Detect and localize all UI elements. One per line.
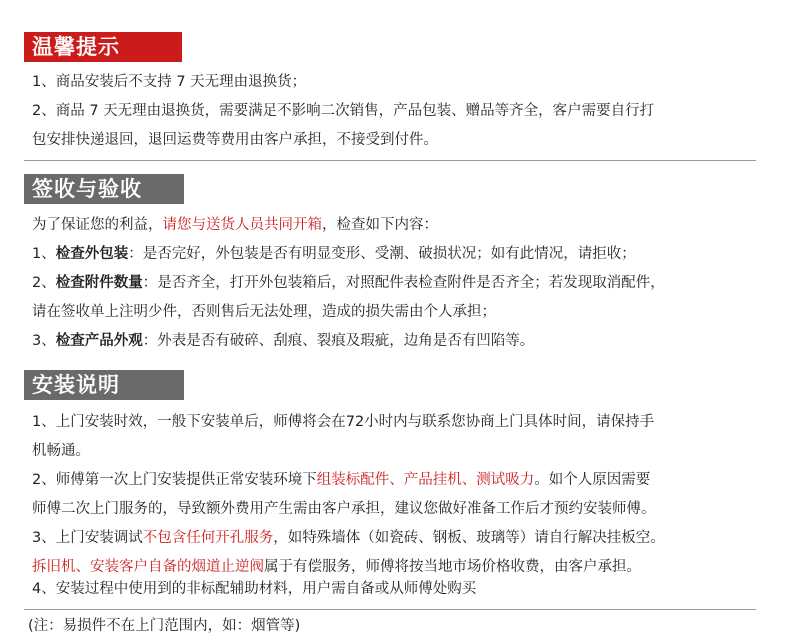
footnote: (注：易损件不在上门范围内，如：烟管等): [28, 618, 301, 634]
notice-item-2-line-2: 包安排快递退回，退回运费等费用由客户承担，不接受到付件。: [32, 132, 438, 148]
inspection-item-3-text: ：外表是否有破碎、刮痕、裂痕及瑕疵，边角是否有凹陷等。: [142, 333, 535, 349]
install-item-2-highlight: 组装标配件、产品挂机、测试吸力: [316, 472, 535, 488]
install-item-2-line-2: 师傅二次上门服务的，导致额外费用产生需由客户承担，建议您做好准备工作后才预约安装师傅。: [32, 501, 656, 517]
inspection-item-2-num: 2、: [32, 275, 56, 291]
inspection-item-1-bold: 检查外包装: [55, 246, 129, 262]
install-item-3-line-2-post: 属于有偿服务，师傅将按当地市场价格收费，由客户承担。: [264, 559, 641, 575]
inspection-item-3-bold: 检查产品外观: [55, 333, 143, 349]
inspection-item-1: [32, 240, 762, 269]
inspection-intro-highlight: 请您与送货人员共同开箱: [162, 217, 322, 233]
install-item-3-post: ，如特殊墙体（如瓷砖、钢板、玻璃等）请自行解决挂板空。: [273, 530, 665, 546]
inspection-title: 签收与验收: [24, 174, 184, 204]
install-item-4: 4、安装过程中使用到的非标配辅助材料，用户需自备或从师傅处购买: [32, 581, 477, 597]
inspection-item-1-text: ：是否完好，外包装是否有明显变形、受潮、破损状况；如有此情况，请拒收；: [128, 246, 636, 262]
install-item-1-line-1: 1、上门安装时效，一般下安装单后，师傅将会在72小时内与联系您协商上门具体时间，请保持手: [32, 414, 655, 430]
install-item-2-post: 。如个人原因需要: [534, 472, 651, 488]
install-title: 安装说明: [24, 370, 184, 400]
inspection-item-2-text: ：是否齐全，打开外包装箱后，对照配件表检查附件是否齐全；若发现取消配件，: [142, 275, 665, 291]
notice-item-1: 1、商品安装后不支持 7 天无理由退换货；: [32, 74, 307, 90]
notice-item-2-line-1: 2、商品 7 天无理由退换货，需要满足不影响二次销售，产品包装、赠品等齐全，客户需要自行打: [32, 103, 655, 119]
install-item-3: [32, 524, 762, 553]
install-item-3-line-2-highlight: 拆旧机、安装客户自备的烟道止逆阀: [32, 559, 264, 575]
inspection-intro-pre: 为了保证您的利益，: [32, 217, 163, 233]
install-item-3-pre: 3、上门安装调试: [32, 530, 143, 546]
inspection-item-2-bold: 检查附件数量: [55, 275, 143, 291]
inspection-item-1-num: 1、: [32, 246, 56, 262]
install-item-2: [32, 466, 762, 495]
install-item-1-line-2: 机畅通。: [32, 443, 90, 459]
notice-title: 温馨提示: [24, 32, 182, 62]
inspection-item-2: [32, 269, 762, 298]
inspection-item-2-line-2: 请在签收单上注明少件，否则售后无法处理，造成的损失需由个人承担；: [32, 304, 496, 320]
inspection-item-3: [32, 327, 762, 356]
install-item-2-pre: 2、师傅第一次上门安装提供正常安装环境下: [32, 472, 317, 488]
inspection-intro-post: ，检查如下内容：: [322, 217, 438, 233]
divider: [24, 609, 756, 610]
divider: [24, 160, 756, 161]
inspection-intro: [32, 211, 762, 240]
inspection-item-3-num: 3、: [32, 333, 56, 349]
install-item-3-highlight: 不包含任何开孔服务: [142, 530, 274, 546]
